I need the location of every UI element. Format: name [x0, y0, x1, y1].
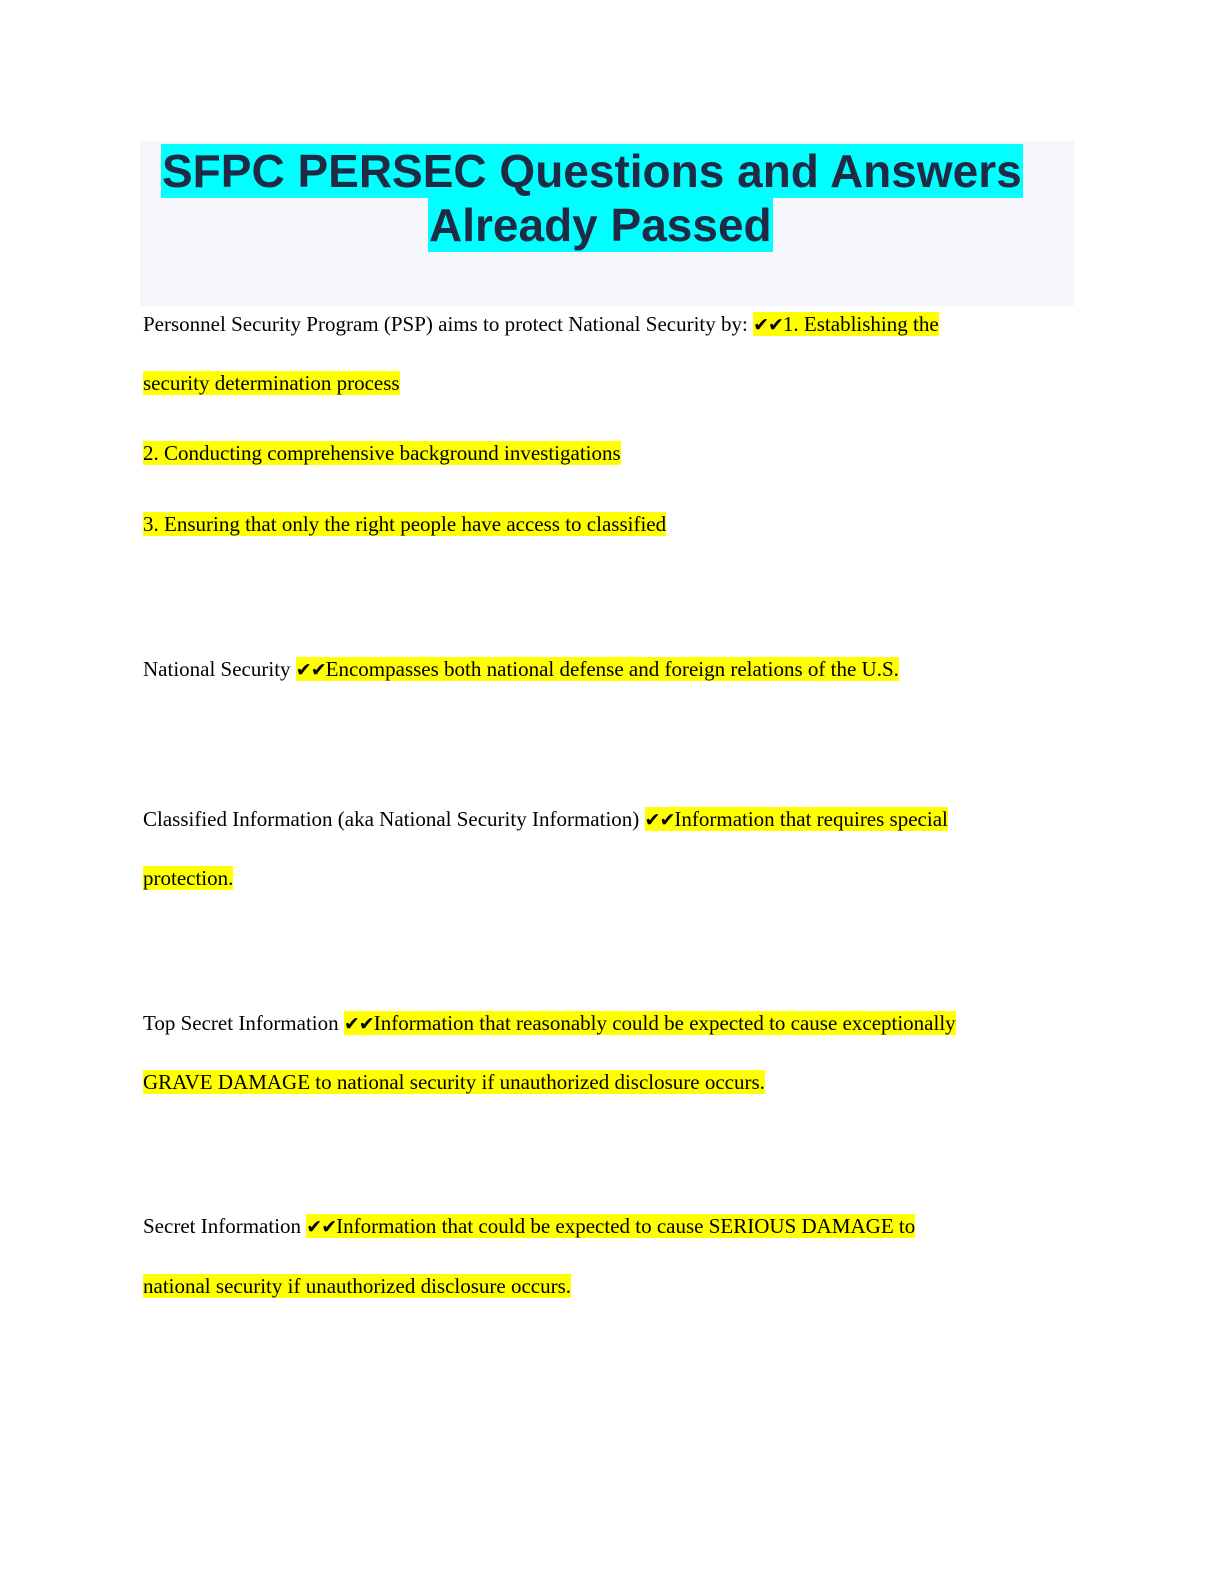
double-check-icon: ✔✔: [753, 314, 783, 336]
question-text: Top Secret Information: [143, 1011, 344, 1035]
double-check-icon: ✔✔: [295, 659, 326, 681]
question-text: Personnel Security Program (PSP) aims to protect National Security by:: [143, 312, 754, 336]
double-check-icon: ✔✔: [306, 1216, 337, 1238]
answer-highlight: [645, 807, 948, 831]
answer-list-item: [143, 438, 621, 468]
answer-list-item: [143, 509, 666, 539]
question-text: Secret Information: [143, 1214, 307, 1238]
answer-text: 2. Conducting comprehensive background investigations: [143, 441, 621, 465]
question-text: Classified Information (aka National Security Information): [143, 807, 645, 831]
answer-text: GRAVE DAMAGE to national security if unauthorized disclosure occurs.: [143, 1070, 765, 1094]
answer-continuation: [143, 1067, 765, 1097]
answer-text: Information that requires special: [674, 807, 948, 831]
qa-item-psp: [143, 309, 939, 339]
document-title-block: [140, 141, 1074, 306]
qa-item-top-secret: [143, 1008, 956, 1038]
answer-text: security determination process: [143, 371, 400, 395]
answer-text: Information that could be expected to cause SERIOUS DAMAGE to: [336, 1214, 916, 1238]
qa-item-classified-information: [143, 804, 948, 834]
answer-text: Information that reasonably could be expected to cause exceptionally: [373, 1011, 956, 1035]
answer-highlight: [296, 657, 899, 681]
qa-item-national-security: [143, 654, 899, 684]
answer-text: protection.: [143, 866, 234, 890]
answer-text: Encompasses both national defense and foreign relations of the U.S.: [325, 657, 899, 681]
double-check-icon: ✔✔: [644, 809, 675, 831]
answer-highlight: [753, 312, 939, 336]
document-title-line-1: SFPC PERSEC Questions and Answers: [162, 145, 1022, 197]
double-check-icon: ✔✔: [343, 1013, 374, 1035]
answer-text: 3. Ensuring that only the right people have access to classified: [143, 512, 667, 536]
answer-highlight: [306, 1214, 915, 1238]
answer-continuation: [143, 368, 400, 398]
qa-item-secret: [143, 1211, 915, 1241]
answer-continuation: [143, 1271, 571, 1301]
answer-highlight: [344, 1011, 956, 1035]
answer-text: 1. Establishing the: [782, 312, 939, 336]
document-title-line-2: Already Passed: [429, 199, 772, 251]
answer-continuation: [143, 863, 233, 893]
answer-text: national security if unauthorized disclosure occurs.: [143, 1274, 572, 1298]
question-text: National Security: [143, 657, 296, 681]
